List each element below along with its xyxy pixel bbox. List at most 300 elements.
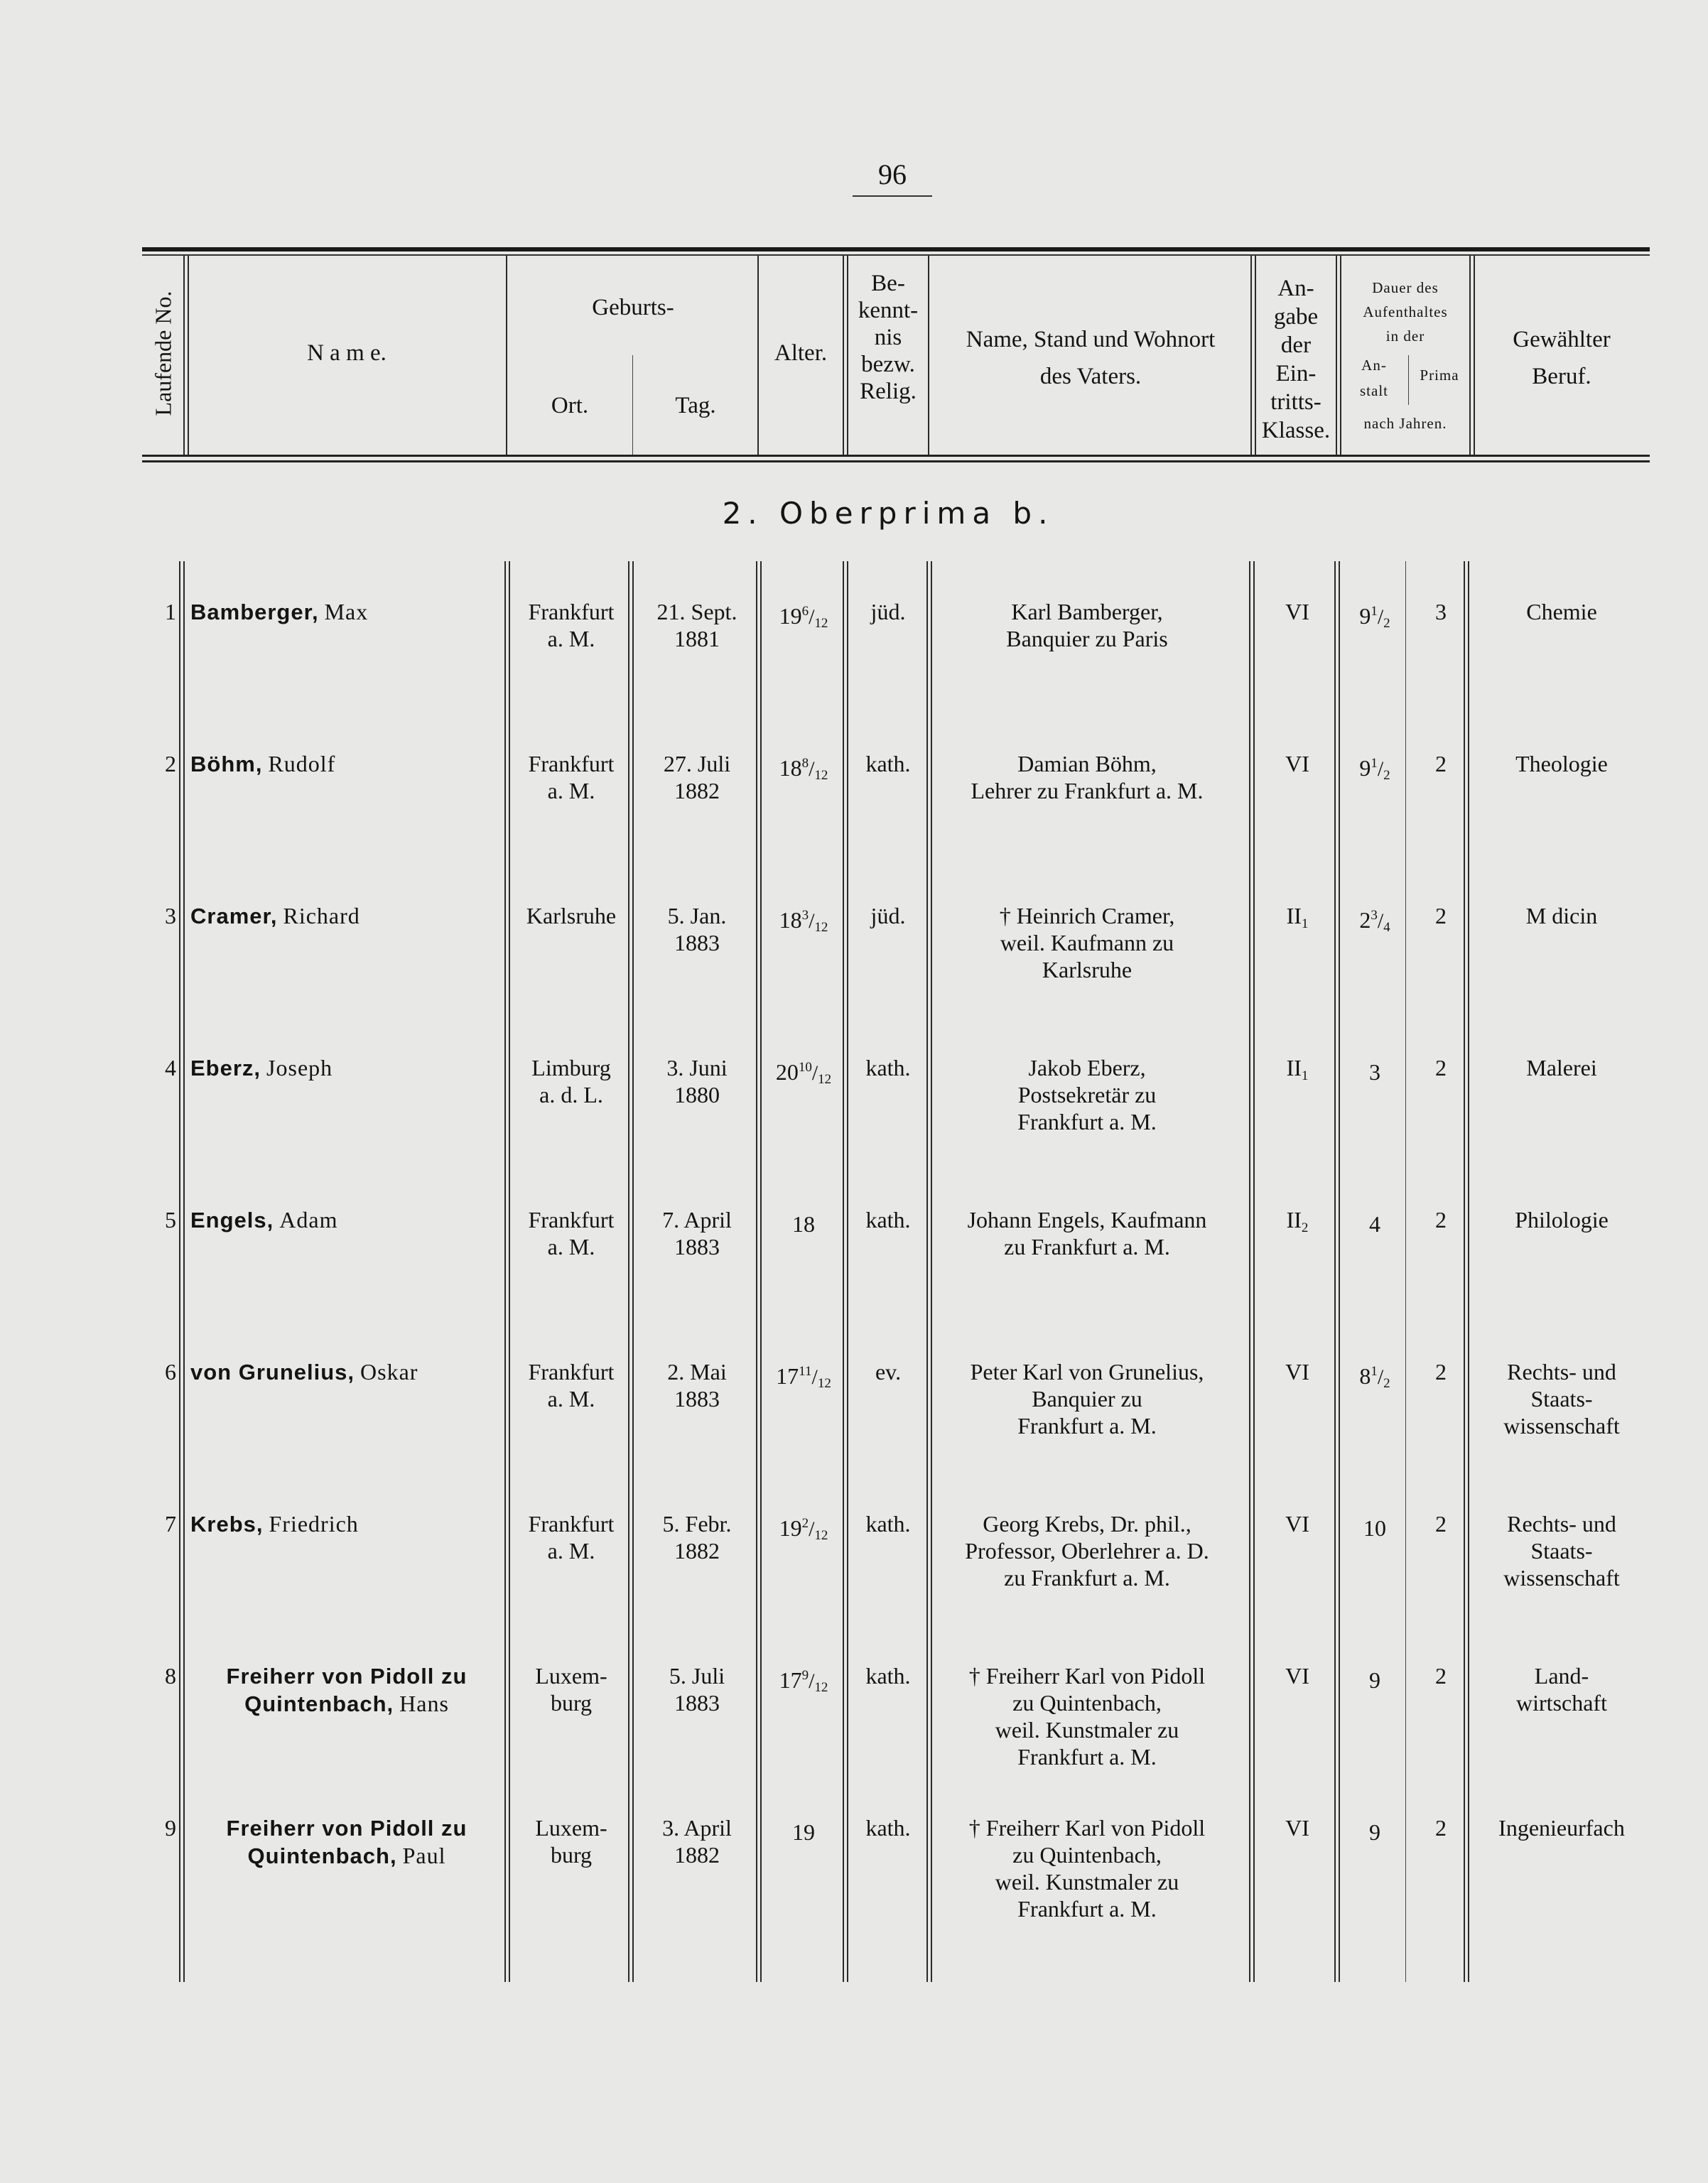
row-number: 5 bbox=[165, 1207, 176, 1233]
age-slash: / bbox=[809, 605, 815, 629]
age bbox=[762, 1054, 845, 1093]
surname: Krebs, bbox=[190, 1512, 264, 1537]
given-name-1: Joseph bbox=[266, 1055, 333, 1080]
text-line: 2. Mai bbox=[667, 1359, 727, 1385]
years-in-prima: 2 bbox=[1435, 1511, 1447, 1537]
text-line: Georg Krebs, Dr. phil., bbox=[983, 1511, 1191, 1537]
age-whole: 18 bbox=[779, 755, 802, 781]
text-line: Karlsruhe bbox=[1042, 957, 1133, 982]
surname: Engels, bbox=[190, 1208, 274, 1233]
age-numerator: 10 bbox=[798, 1060, 812, 1075]
text-line: Limburg bbox=[531, 1055, 611, 1080]
table-row bbox=[0, 750, 1708, 902]
text-line: a. M. bbox=[547, 1234, 595, 1260]
text-line: 1883 bbox=[674, 1690, 720, 1716]
school-years-denominator: 4 bbox=[1383, 920, 1390, 935]
row-number: 8 bbox=[165, 1663, 176, 1689]
top-rule-thin bbox=[142, 254, 1650, 256]
entry-class-base: VI bbox=[1285, 1359, 1309, 1385]
text-line: 1882 bbox=[674, 1538, 720, 1564]
name-line-1 bbox=[190, 1510, 503, 1538]
years-in-prima: 2 bbox=[1435, 903, 1447, 928]
text-line: 21. Sept. bbox=[656, 599, 737, 624]
religion: kath. bbox=[865, 1511, 911, 1537]
header-laufende-no: Laufende No. bbox=[150, 291, 176, 416]
header-prima: Prima bbox=[1420, 367, 1459, 384]
entry-class bbox=[1258, 598, 1337, 634]
years-in-school bbox=[1341, 1814, 1408, 1853]
text-line: 1883 bbox=[674, 930, 720, 955]
text-line: Staats- bbox=[1530, 1386, 1593, 1412]
school-years-slash: / bbox=[1377, 605, 1384, 629]
text-line: † Heinrich Cramer, bbox=[999, 903, 1175, 928]
header-dauer: Dauer des Aufenthaltes in der bbox=[1363, 279, 1448, 345]
header-beruf: Gewählter Beruf. bbox=[1513, 327, 1611, 389]
age-denominator: 12 bbox=[814, 1680, 828, 1695]
text-line: burg bbox=[550, 1842, 593, 1868]
text-line: Theologie bbox=[1515, 751, 1608, 776]
given-name-2: Hans bbox=[399, 1691, 449, 1716]
chosen-profession bbox=[1476, 1510, 1647, 1591]
header-bekenntnis: Be- kennt- nis bezw. Relig. bbox=[858, 271, 919, 404]
birth-place bbox=[510, 598, 632, 652]
school-years-numerator: 3 bbox=[1371, 908, 1378, 923]
given-name-2: Paul bbox=[402, 1843, 446, 1868]
birth-date bbox=[634, 1206, 760, 1260]
age bbox=[762, 1358, 845, 1397]
age bbox=[762, 902, 845, 941]
header-tag: Tag. bbox=[675, 393, 716, 418]
age-whole: 18 bbox=[792, 1211, 815, 1237]
text-line: Staats- bbox=[1530, 1538, 1593, 1564]
given-name-1: Oskar bbox=[360, 1359, 418, 1385]
student-name bbox=[190, 1054, 503, 1082]
religion: kath. bbox=[865, 1663, 911, 1689]
text-line: Banquier zu Paris bbox=[1006, 626, 1168, 651]
years-in-prima: 3 bbox=[1435, 599, 1447, 624]
text-line: Chemie bbox=[1526, 599, 1597, 624]
text-line: 1882 bbox=[674, 1842, 720, 1868]
entry-class-index: 1 bbox=[1301, 1068, 1309, 1083]
surname: Cramer, bbox=[190, 904, 278, 928]
chosen-profession bbox=[1476, 1814, 1647, 1841]
row-number: 2 bbox=[165, 751, 176, 776]
header-col-line bbox=[1408, 355, 1409, 405]
years-in-school bbox=[1341, 1510, 1408, 1549]
religion: kath. bbox=[865, 1815, 911, 1841]
header-geburts: Geburts- bbox=[592, 295, 674, 320]
years-in-school bbox=[1341, 1206, 1408, 1245]
row-number: 3 bbox=[165, 903, 176, 928]
years-in-school bbox=[1341, 598, 1408, 637]
text-line: Banquier zu bbox=[1032, 1386, 1142, 1412]
text-line: Peter Karl von Grunelius, bbox=[970, 1359, 1204, 1385]
text-line: a. M. bbox=[547, 1538, 595, 1564]
text-line: Karl Bamberger, bbox=[1011, 599, 1163, 624]
student-name bbox=[190, 598, 503, 626]
years-in-prima: 2 bbox=[1435, 1663, 1447, 1689]
surname: Böhm, bbox=[190, 752, 263, 776]
school-years-slash: / bbox=[1377, 757, 1384, 781]
chosen-profession bbox=[1476, 1358, 1647, 1439]
school-years-whole: 4 bbox=[1369, 1211, 1380, 1237]
chosen-profession bbox=[1476, 1054, 1647, 1081]
entry-class bbox=[1258, 1662, 1337, 1698]
school-years-whole: 9 bbox=[1359, 755, 1371, 781]
text-line: Ingenieurfach bbox=[1498, 1815, 1625, 1841]
chosen-profession bbox=[1476, 1662, 1647, 1716]
text-line: Frankfurt a. M. bbox=[1017, 1413, 1157, 1439]
text-line: Professor, Oberlehrer a. D. bbox=[965, 1538, 1209, 1564]
father-info bbox=[931, 1206, 1243, 1260]
age-denominator: 12 bbox=[817, 1376, 831, 1391]
table-row bbox=[0, 1358, 1708, 1510]
header-col-line bbox=[632, 355, 633, 455]
entry-class-base: II bbox=[1286, 1055, 1302, 1080]
entry-class bbox=[1258, 1054, 1337, 1090]
section-title: 2. Oberprima b. bbox=[722, 496, 1054, 531]
school-years-whole: 9 bbox=[1359, 603, 1371, 629]
age bbox=[762, 1814, 845, 1853]
header-vater: Name, Stand und Wohnort des Vaters. bbox=[966, 327, 1216, 389]
age-whole: 19 bbox=[779, 603, 802, 629]
age-denominator: 12 bbox=[818, 1072, 832, 1087]
header-ort: Ort. bbox=[551, 393, 589, 418]
header-name: N a m e. bbox=[307, 340, 387, 366]
father-info bbox=[931, 1662, 1243, 1770]
student-name bbox=[190, 1814, 503, 1870]
years-in-prima: 2 bbox=[1435, 1815, 1447, 1841]
age bbox=[762, 1206, 845, 1245]
chosen-profession bbox=[1476, 1206, 1647, 1233]
age bbox=[762, 1510, 845, 1549]
student-name bbox=[190, 1206, 503, 1234]
text-line: wissenschaft bbox=[1503, 1565, 1620, 1591]
text-line: Frankfurt a. M. bbox=[1017, 1744, 1157, 1770]
age-whole: 18 bbox=[779, 907, 802, 933]
header-bottom-rule bbox=[142, 455, 1650, 457]
text-line: Rechts- und bbox=[1507, 1359, 1616, 1385]
chosen-profession bbox=[1476, 598, 1647, 625]
text-line: Frankfurt bbox=[528, 1207, 615, 1233]
text-line: Luxem- bbox=[535, 1815, 607, 1841]
birth-place bbox=[510, 1510, 632, 1564]
school-years-whole: 8 bbox=[1359, 1363, 1371, 1389]
text-line: zu Quintenbach, bbox=[1012, 1842, 1162, 1868]
age-whole: 17 bbox=[779, 1667, 802, 1693]
surname: Bamberger, bbox=[190, 600, 319, 624]
birth-place bbox=[510, 750, 632, 804]
text-line: zu Quintenbach, bbox=[1012, 1690, 1162, 1716]
table-row bbox=[0, 1510, 1708, 1662]
school-years-slash: / bbox=[1377, 1365, 1384, 1389]
entry-class bbox=[1258, 902, 1337, 938]
years-in-school bbox=[1341, 750, 1408, 789]
age-numerator: 9 bbox=[801, 1668, 809, 1683]
birth-date bbox=[634, 1662, 760, 1716]
entry-class-base: VI bbox=[1285, 1815, 1309, 1841]
birth-place bbox=[510, 1662, 632, 1716]
name-line-1 bbox=[190, 1358, 503, 1386]
text-line: zu Frankfurt a. M. bbox=[1004, 1234, 1170, 1260]
religion: kath. bbox=[865, 1055, 911, 1080]
birth-place bbox=[510, 1358, 632, 1412]
row-number: 1 bbox=[165, 599, 176, 624]
birth-date bbox=[634, 902, 760, 956]
text-line: Frankfurt a. M. bbox=[1017, 1109, 1157, 1134]
name-line-2 bbox=[190, 1690, 503, 1718]
name-line-1 bbox=[190, 902, 503, 930]
years-in-prima: 2 bbox=[1435, 1359, 1447, 1385]
student-name bbox=[190, 1358, 503, 1386]
text-line: Frankfurt bbox=[528, 599, 615, 624]
top-rule bbox=[142, 247, 1650, 251]
text-line: 3. Juni bbox=[666, 1055, 728, 1080]
header-col-line bbox=[506, 256, 507, 455]
name-line-1 bbox=[190, 598, 503, 626]
school-years-denominator: 2 bbox=[1383, 616, 1390, 631]
age-numerator: 8 bbox=[801, 756, 809, 771]
text-line: 1882 bbox=[674, 778, 720, 803]
father-info bbox=[931, 1510, 1243, 1591]
entry-class-base: II bbox=[1286, 1207, 1302, 1233]
chosen-profession bbox=[1476, 750, 1647, 777]
text-line: Philologie bbox=[1515, 1207, 1609, 1233]
age-slash: / bbox=[809, 757, 815, 781]
text-line: 1880 bbox=[674, 1082, 720, 1107]
age-slash: / bbox=[809, 909, 815, 933]
given-name-1: Friedrich bbox=[269, 1511, 359, 1537]
text-line: weil. Kunstmaler zu bbox=[995, 1717, 1179, 1743]
text-line: burg bbox=[550, 1690, 593, 1716]
years-in-school bbox=[1341, 1662, 1408, 1701]
text-line: a. M. bbox=[547, 1386, 595, 1412]
age-slash: / bbox=[809, 1517, 815, 1541]
father-info bbox=[931, 1358, 1243, 1439]
surname: von Grunelius, bbox=[190, 1360, 355, 1385]
text-line: 1883 bbox=[674, 1234, 720, 1260]
birth-place bbox=[510, 1206, 632, 1260]
text-line: Frankfurt bbox=[528, 1359, 615, 1385]
entry-class-index: 1 bbox=[1301, 916, 1309, 931]
school-years-numerator: 1 bbox=[1371, 756, 1378, 771]
age-slash: / bbox=[811, 1061, 818, 1085]
header-anstalt: An- stalt bbox=[1360, 357, 1388, 399]
table-row bbox=[0, 1054, 1708, 1206]
age bbox=[762, 1662, 845, 1701]
years-in-school bbox=[1341, 1358, 1408, 1397]
row-number: 6 bbox=[165, 1359, 176, 1385]
school-years-denominator: 2 bbox=[1383, 1376, 1390, 1391]
age-numerator: 6 bbox=[801, 604, 809, 619]
header-col-line bbox=[1469, 256, 1471, 455]
header-col-line bbox=[928, 256, 929, 455]
surname: Eberz, bbox=[190, 1056, 261, 1080]
age-denominator: 12 bbox=[814, 768, 828, 783]
text-line: a. d. L. bbox=[539, 1082, 603, 1107]
entry-class bbox=[1258, 1510, 1337, 1546]
header-col-line bbox=[188, 256, 189, 455]
years-in-prima: 2 bbox=[1435, 1207, 1447, 1233]
entry-class-base: VI bbox=[1285, 1663, 1309, 1689]
years-in-prima: 2 bbox=[1435, 751, 1447, 776]
birth-place bbox=[510, 1054, 632, 1108]
school-years-denominator: 2 bbox=[1383, 768, 1390, 783]
birth-date bbox=[634, 750, 760, 804]
religion: jüd. bbox=[870, 903, 906, 928]
surname: Freiherr von Pidoll zu bbox=[226, 1664, 467, 1689]
religion: kath. bbox=[865, 751, 911, 776]
text-line: † Freiherr Karl von Pidoll bbox=[968, 1815, 1206, 1841]
text-line: Frankfurt a. M. bbox=[1017, 1896, 1157, 1922]
school-years-whole: 9 bbox=[1369, 1819, 1380, 1845]
text-line: M dicin bbox=[1525, 903, 1598, 928]
text-line: † Freiherr Karl von Pidoll bbox=[968, 1663, 1206, 1689]
entry-class-base: VI bbox=[1285, 751, 1309, 776]
religion: ev. bbox=[875, 1359, 902, 1385]
father-info bbox=[931, 902, 1243, 983]
student-name bbox=[190, 1510, 503, 1538]
text-line: a. M. bbox=[547, 626, 595, 651]
text-line: Lehrer zu Frankfurt a. M. bbox=[971, 778, 1204, 803]
school-years-whole: 10 bbox=[1363, 1515, 1386, 1541]
age-denominator: 12 bbox=[814, 1528, 828, 1543]
school-years-whole: 9 bbox=[1369, 1667, 1380, 1693]
entry-class bbox=[1258, 1206, 1337, 1242]
text-line: a. M. bbox=[547, 778, 595, 803]
text-line: Frankfurt bbox=[528, 1511, 615, 1537]
row-number: 4 bbox=[165, 1055, 176, 1080]
surname-cont: Quintenbach, bbox=[247, 1843, 397, 1868]
name-line-1 bbox=[190, 1662, 503, 1690]
student-name bbox=[190, 750, 503, 778]
age-slash: / bbox=[811, 1365, 818, 1389]
age bbox=[762, 750, 845, 789]
birth-date bbox=[634, 1510, 760, 1564]
father-info bbox=[931, 750, 1243, 804]
text-line: 1881 bbox=[674, 626, 720, 651]
age-numerator: 3 bbox=[801, 908, 809, 923]
table-row bbox=[0, 1662, 1708, 1814]
row-number: 9 bbox=[165, 1815, 176, 1841]
header-klasse: An- gabe der Ein- tritts- Klasse. bbox=[1261, 276, 1331, 443]
entry-class-base: VI bbox=[1285, 1511, 1309, 1537]
age-whole: 19 bbox=[779, 1515, 802, 1541]
table-row bbox=[0, 1814, 1708, 1966]
page-number: 96 bbox=[853, 158, 932, 197]
father-info bbox=[931, 1814, 1243, 1922]
surname: Freiherr von Pidoll zu bbox=[226, 1816, 467, 1841]
text-line: 1883 bbox=[674, 1386, 720, 1412]
text-line: 5. Jan. bbox=[667, 903, 727, 928]
name-line-1 bbox=[190, 1814, 503, 1842]
text-line: weil. Kunstmaler zu bbox=[995, 1869, 1179, 1895]
text-line: 7. April bbox=[662, 1207, 732, 1233]
text-line: 5. Febr. bbox=[662, 1511, 732, 1537]
header-col-line bbox=[843, 256, 844, 455]
age-slash: / bbox=[809, 1669, 815, 1693]
text-line: Land- bbox=[1534, 1663, 1589, 1689]
chosen-profession bbox=[1476, 902, 1647, 929]
years-in-school bbox=[1341, 902, 1408, 941]
text-line: Rechts- und bbox=[1507, 1511, 1616, 1537]
name-line-1 bbox=[190, 1054, 503, 1082]
text-line: Luxem- bbox=[535, 1663, 607, 1689]
surname-cont: Quintenbach, bbox=[244, 1691, 394, 1716]
header-col-line bbox=[1336, 256, 1337, 455]
given-name-1: Richard bbox=[283, 903, 360, 928]
years-in-prima: 2 bbox=[1435, 1055, 1447, 1080]
row-number: 7 bbox=[165, 1511, 176, 1537]
text-line: Postsekretär zu bbox=[1017, 1082, 1157, 1107]
entry-class-base: II bbox=[1286, 903, 1302, 928]
text-line: 3. April bbox=[662, 1815, 732, 1841]
student-name bbox=[190, 1662, 503, 1718]
religion: kath. bbox=[865, 1207, 911, 1233]
name-line-2 bbox=[190, 1842, 503, 1870]
header-alter: Alter. bbox=[774, 340, 828, 366]
school-years-slash: / bbox=[1377, 909, 1384, 933]
age-numerator: 2 bbox=[801, 1516, 809, 1531]
text-line: Frankfurt bbox=[528, 751, 615, 776]
text-line: 5. Juli bbox=[669, 1663, 725, 1689]
school-years-whole: 3 bbox=[1369, 1059, 1380, 1085]
age-numerator: 11 bbox=[799, 1364, 812, 1379]
years-in-school bbox=[1341, 1054, 1408, 1093]
age-whole: 20 bbox=[775, 1059, 799, 1085]
table-row bbox=[0, 1206, 1708, 1358]
text-line: 27. Juli bbox=[663, 751, 731, 776]
birth-place bbox=[510, 902, 632, 929]
text-line: Johann Engels, Kaufmann bbox=[967, 1207, 1207, 1233]
header-bottom-rule-2 bbox=[142, 460, 1650, 462]
text-line: zu Frankfurt a. M. bbox=[1004, 1565, 1170, 1591]
text-line: Damian Böhm, bbox=[1017, 751, 1157, 776]
header-col-line bbox=[1250, 256, 1252, 455]
birth-date bbox=[634, 1814, 760, 1868]
birth-date bbox=[634, 1054, 760, 1108]
birth-place bbox=[510, 1814, 632, 1868]
religion: jüd. bbox=[870, 599, 906, 624]
school-years-whole: 2 bbox=[1359, 907, 1371, 933]
text-line: Karlsruhe bbox=[526, 903, 617, 928]
table-row bbox=[0, 598, 1708, 750]
text-line: weil. Kaufmann zu bbox=[1000, 930, 1174, 955]
text-line: Malerei bbox=[1526, 1055, 1597, 1080]
entry-class bbox=[1258, 750, 1337, 786]
father-info bbox=[931, 598, 1243, 652]
given-name-1: Adam bbox=[279, 1207, 338, 1233]
name-line-1 bbox=[190, 750, 503, 778]
father-info bbox=[931, 1054, 1243, 1135]
age bbox=[762, 598, 845, 637]
school-years-numerator: 1 bbox=[1371, 1364, 1378, 1379]
entry-class-base: VI bbox=[1285, 599, 1309, 624]
given-name-1: Rudolf bbox=[268, 751, 336, 776]
text-line: Jakob Eberz, bbox=[1028, 1055, 1146, 1080]
name-line-1 bbox=[190, 1206, 503, 1234]
entry-class bbox=[1258, 1814, 1337, 1850]
text-line: wirtschaft bbox=[1516, 1690, 1607, 1716]
entry-class-index: 2 bbox=[1301, 1220, 1309, 1235]
entry-class bbox=[1258, 1358, 1337, 1394]
header-nach-jahren: nach Jahren. bbox=[1363, 415, 1447, 432]
school-years-numerator: 1 bbox=[1371, 604, 1378, 619]
age-denominator: 12 bbox=[814, 920, 828, 935]
text-line: wissenschaft bbox=[1503, 1413, 1620, 1439]
given-name-1: Max bbox=[324, 599, 369, 624]
birth-date bbox=[634, 598, 760, 652]
